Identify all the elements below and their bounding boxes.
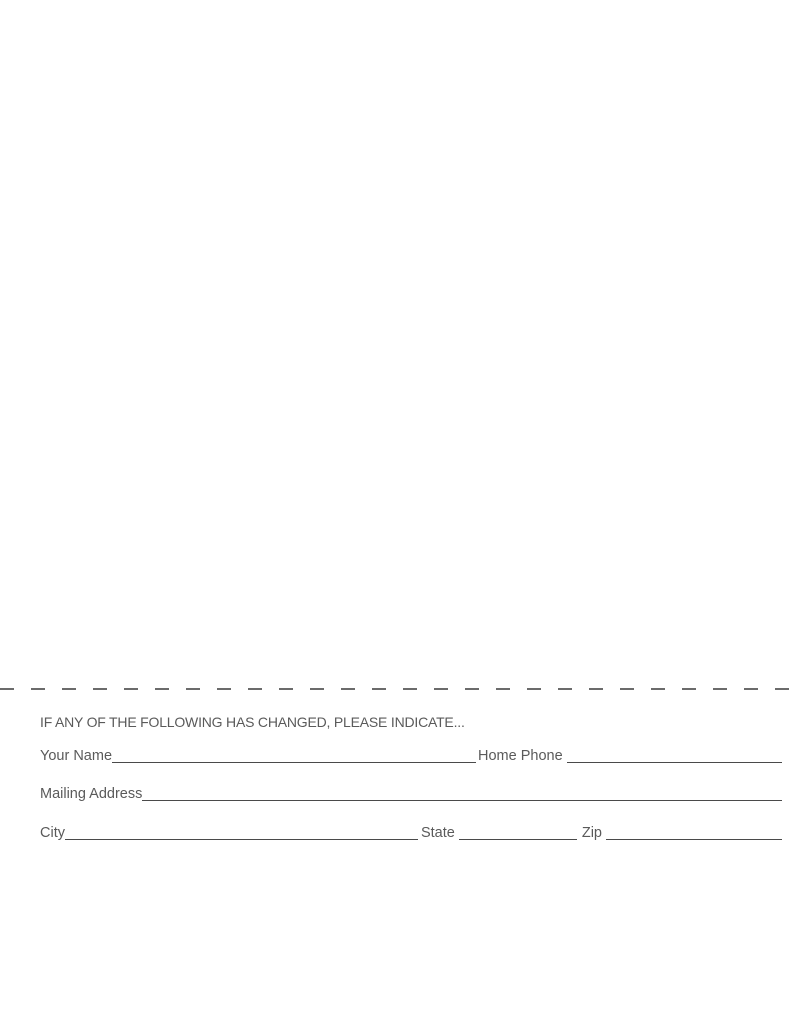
- home-phone-label: Home Phone: [478, 748, 563, 764]
- mailing-address-label: Mailing Address: [40, 786, 143, 802]
- city-state-zip-row: [40, 824, 782, 842]
- city-label: City: [40, 825, 65, 841]
- your-name-label: Your Name: [40, 748, 113, 764]
- state-label: State: [420, 825, 455, 841]
- city-field[interactable]: [65, 824, 418, 840]
- your-name-field[interactable]: [112, 747, 476, 763]
- form-heading: IF ANY OF THE FOLLOWING HAS CHANGED, PLEASE INDICATE...: [40, 714, 465, 730]
- state-field[interactable]: [459, 824, 577, 840]
- change-of-info-form: [40, 712, 782, 842]
- zip-field[interactable]: [606, 824, 782, 840]
- dashed-cut-line: [0, 688, 799, 690]
- mailing-address-row: [40, 785, 782, 803]
- zip-label: Zip: [581, 825, 602, 841]
- home-phone-field[interactable]: [567, 747, 782, 763]
- name-phone-row: [40, 747, 782, 765]
- mailing-address-field[interactable]: [142, 785, 782, 801]
